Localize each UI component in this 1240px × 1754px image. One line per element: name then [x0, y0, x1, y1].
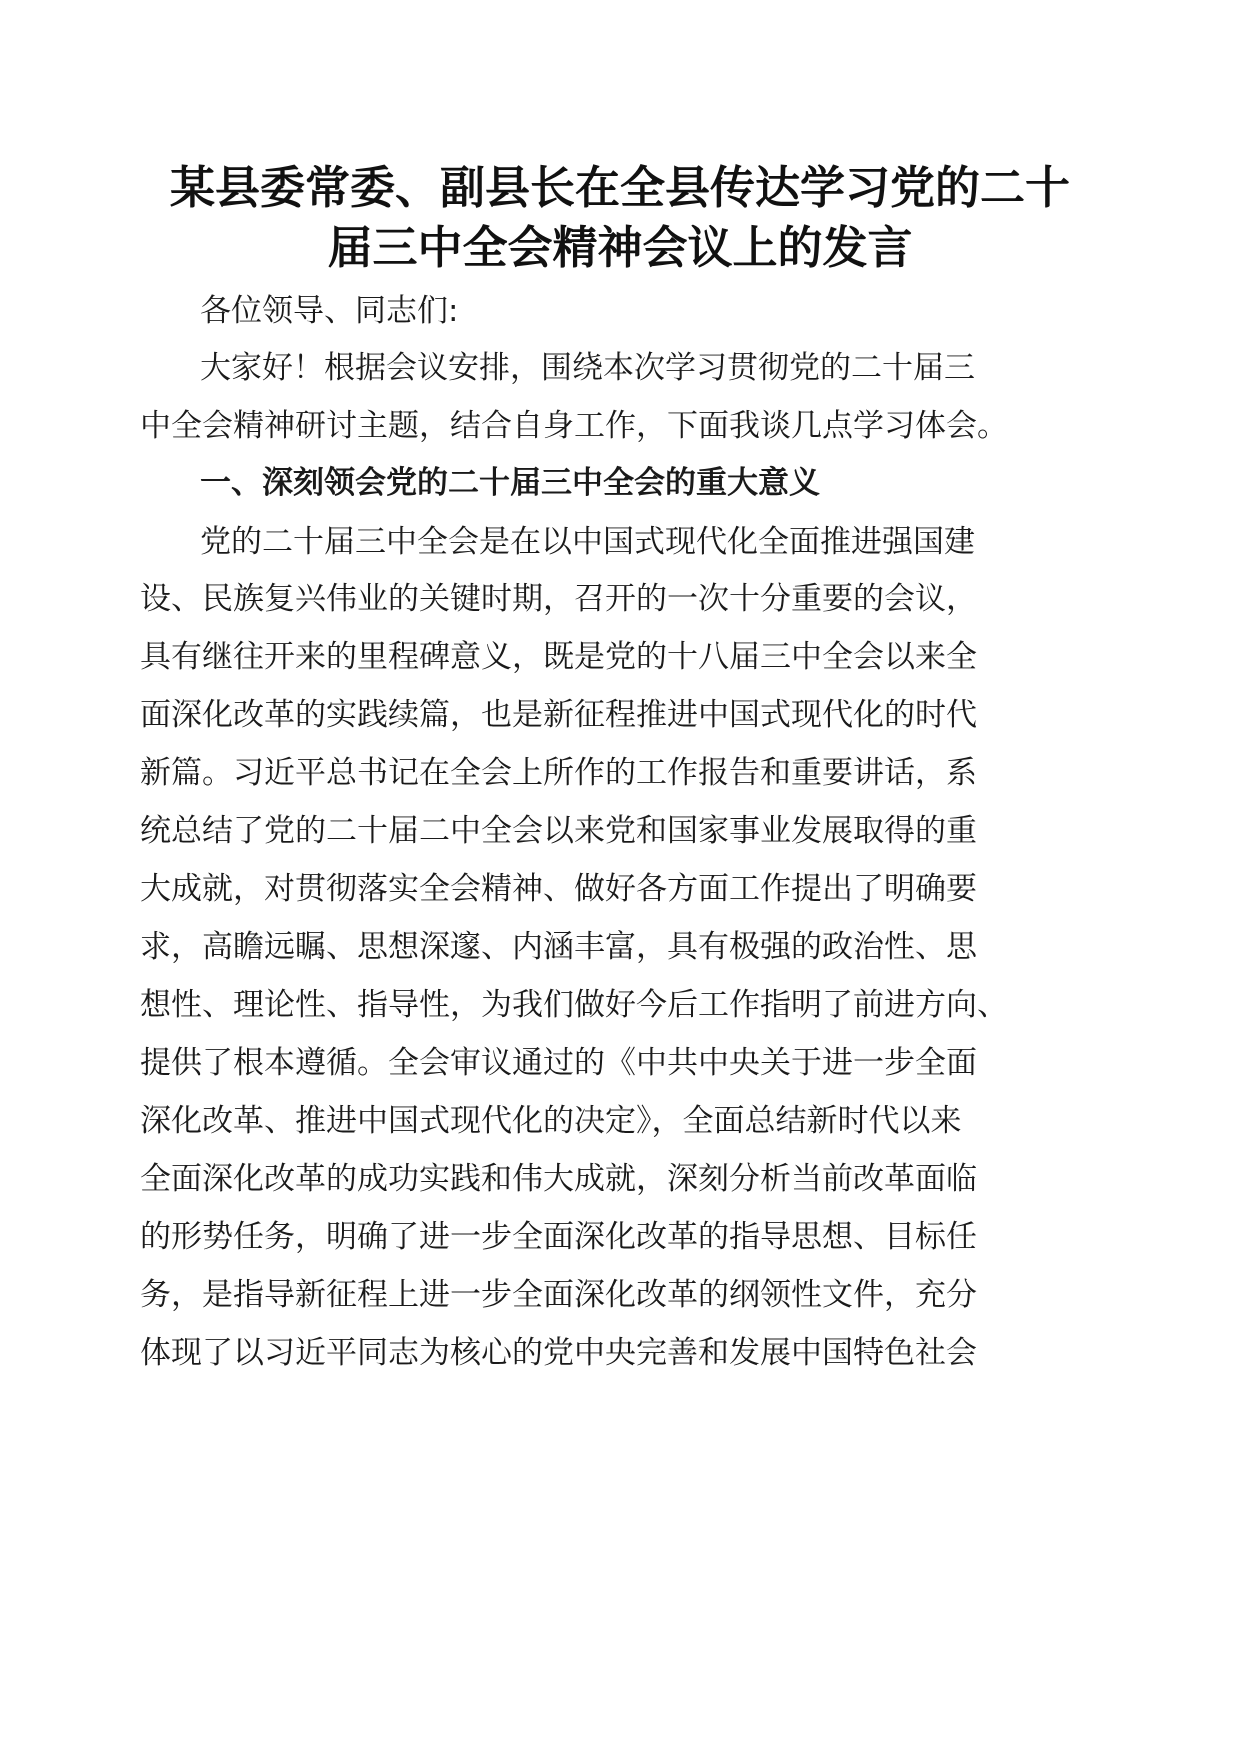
salutation: 各位领导、同志们:: [200, 293, 459, 329]
body-line: 求，高瞻远瞩、思想深邃、内涵丰富，具有极强的政治性、思: [140, 929, 977, 965]
body-line: 想性、理论性、指导性，为我们做好今后工作指明了前进方向、: [140, 987, 1008, 1023]
body-line: 深化改革、推进中国式现代化的决定》，全面总结新时代以来: [140, 1103, 962, 1139]
body-line: 大成就，对贯彻落实全会精神、做好各方面工作提出了明确要: [140, 871, 977, 907]
title-line-1: 某县委常委、副县长在全县传达学习党的二十: [169, 161, 1070, 214]
body-line: 新篇。习近平总书记在全会上所作的工作报告和重要讲话，系: [140, 755, 977, 791]
body-line: 面深化改革的实践续篇，也是新征程推进中国式现代化的时代: [140, 697, 977, 733]
title-line-2: 届三中全会精神会议上的发言: [327, 221, 913, 274]
body-line: 设、民族复兴伟业的关键时期，召开的一次十分重要的会议，: [140, 581, 977, 617]
body-line: 体现了以习近平同志为核心的党中央完善和发展中国特色社会: [140, 1335, 977, 1371]
intro-line-1: 大家好！根据会议安排，围绕本次学习贯彻党的二十届三: [200, 350, 975, 386]
body-line: 具有继往开来的里程碑意义，既是党的十八届三中全会以来全: [140, 639, 977, 675]
body-line: 全面深化改革的成功实践和伟大成就，深刻分析当前改革面临: [140, 1161, 977, 1197]
body-line: 的形势任务，明确了进一步全面深化改革的指导思想、目标任: [140, 1219, 977, 1255]
body-line: 统总结了党的二十届二中全会以来党和国家事业发展取得的重: [140, 813, 977, 849]
body-line: 务，是指导新征程上进一步全面深化改革的纲领性文件，充分: [140, 1277, 977, 1313]
intro-line-2: 中全会精神研讨主题，结合自身工作，下面我谈几点学习体会。: [140, 408, 1008, 444]
body-line: 党的二十届三中全会是在以中国式现代化全面推进强国建: [200, 524, 975, 560]
section-heading: 一、深刻领会党的二十届三中全会的重大意义: [200, 465, 820, 501]
body-line: 提供了根本遵循。全会审议通过的《中共中央关于进一步全面: [140, 1045, 977, 1081]
